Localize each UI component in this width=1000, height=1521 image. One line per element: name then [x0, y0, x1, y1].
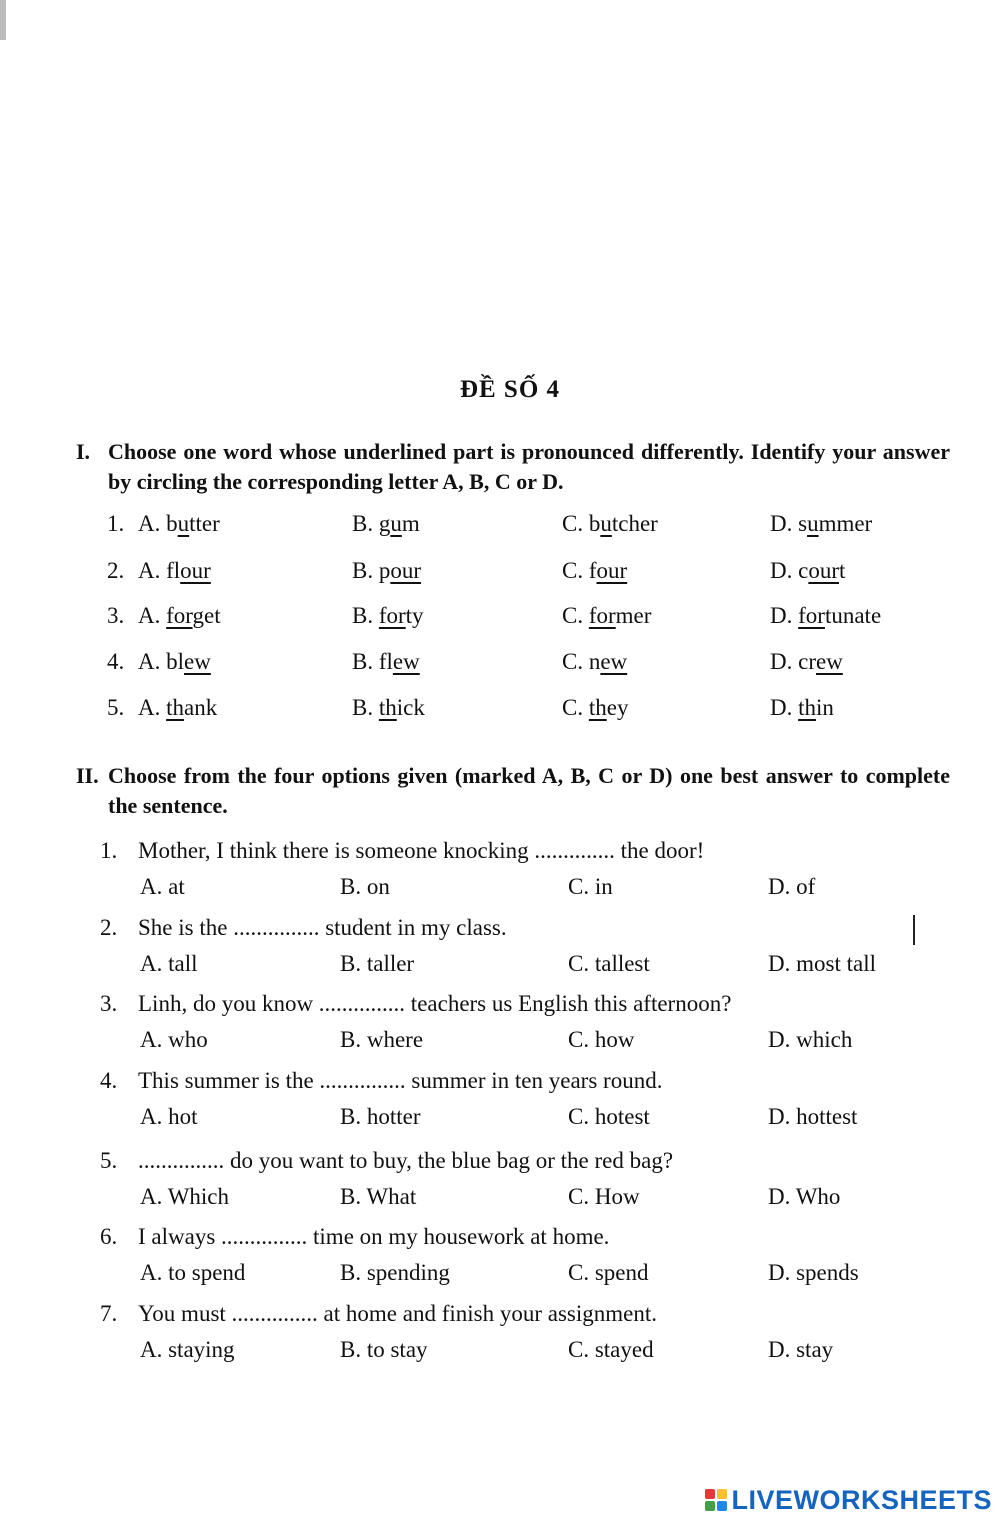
option-a[interactable] — [138, 507, 220, 541]
option-a[interactable] — [138, 599, 221, 633]
option-c[interactable] — [562, 507, 658, 541]
page-title: ĐỀ SỐ 4 — [459, 376, 561, 403]
option-text: ey — [606, 695, 629, 720]
option-c[interactable]: C. spend — [568, 1260, 649, 1285]
underlined-part: our — [808, 558, 839, 583]
option-b[interactable] — [352, 645, 420, 679]
option-b[interactable]: B. taller — [340, 951, 415, 976]
option-b[interactable]: B. spending — [340, 1260, 450, 1285]
section-1-heading — [76, 437, 950, 497]
option-c[interactable]: C. stayed — [568, 1337, 654, 1362]
option-a[interactable] — [138, 691, 217, 725]
option-c[interactable] — [562, 691, 628, 725]
option-a[interactable] — [138, 645, 211, 679]
option-d[interactable] — [770, 507, 872, 541]
option-text: C. f — [562, 558, 597, 583]
option-a[interactable] — [138, 554, 211, 588]
option-a[interactable]: A. who — [140, 1027, 208, 1052]
option-a[interactable]: A. staying — [140, 1337, 235, 1362]
option-text: A. — [138, 695, 167, 720]
option-a[interactable]: A. tall — [140, 951, 198, 976]
underlined-part: our — [390, 558, 422, 583]
option-a[interactable]: A. to spend — [140, 1260, 246, 1285]
option-b[interactable] — [352, 691, 425, 725]
option-text: B. fl — [352, 649, 393, 674]
option-b[interactable]: B. where — [340, 1027, 424, 1052]
underlined-part: for — [588, 603, 616, 628]
pronunciation-item — [0, 599, 1000, 633]
section-1-instruction: Choose one word whose underlined part is pronounced differently. Identify your answer by circling the corresponding letter A, B, C or D. — [108, 439, 950, 494]
option-text: D. c — [770, 558, 809, 583]
option-d[interactable] — [770, 645, 843, 679]
option-text: B. p — [352, 558, 391, 583]
option-c[interactable]: C. tallest — [568, 951, 650, 976]
underlined-part: ew — [815, 649, 843, 674]
question-text — [100, 836, 704, 866]
liveworksheets-logo — [705, 1485, 992, 1515]
underlined-part: ew — [184, 649, 211, 674]
pronunciation-item — [0, 645, 1000, 679]
option-text: tcher — [611, 511, 658, 536]
option-b[interactable]: B. hotter — [340, 1104, 421, 1129]
option-b[interactable]: B. on — [340, 874, 390, 899]
option-d[interactable]: D. which — [768, 1027, 853, 1052]
underlined-part: u — [600, 511, 612, 536]
option-d[interactable]: D. hottest — [768, 1104, 858, 1129]
option-d[interactable] — [770, 554, 845, 588]
question-number: 6. — [100, 1224, 118, 1249]
option-a[interactable]: A. at — [140, 874, 185, 899]
option-c[interactable] — [562, 554, 627, 588]
option-b[interactable] — [352, 554, 421, 588]
question-text — [100, 1066, 662, 1096]
section-2-instruction: Choose from the four options given (marked A, B, C or D) one best answer to complete the sentence. — [108, 763, 950, 818]
item-number: 1. — [107, 511, 125, 536]
underlined-part: u — [177, 511, 190, 536]
item-number: 4. — [107, 649, 125, 674]
option-c[interactable]: C. in — [568, 874, 613, 899]
option-text: t — [839, 558, 846, 583]
question-sentence: I always ............... time on my housework at home. — [138, 1224, 610, 1249]
question-number: 3. — [100, 991, 118, 1016]
option-d[interactable]: D. most tall — [768, 951, 876, 976]
question-number: 1. — [100, 838, 118, 863]
option-text: mmer — [818, 511, 873, 536]
option-text: B. g — [352, 511, 391, 536]
option-text: C. — [562, 695, 589, 720]
question-text — [100, 913, 507, 943]
underlined-part: th — [378, 695, 397, 720]
underlined-part: th — [588, 695, 607, 720]
option-a[interactable]: A. hot — [140, 1104, 198, 1129]
underlined-part: for — [166, 603, 193, 628]
underlined-part: ew — [600, 649, 628, 674]
option-d[interactable] — [770, 691, 834, 725]
item-number: 5. — [107, 695, 125, 720]
question-sentence: Linh, do you know ............... teachers us English this afternoon? — [138, 991, 732, 1016]
option-text: D. cr — [770, 649, 816, 674]
underlined-part: th — [166, 695, 185, 720]
underlined-part: th — [798, 695, 817, 720]
question-number: 4. — [100, 1068, 118, 1093]
item-number: 2. — [107, 558, 125, 583]
underlined-part: for — [378, 603, 406, 628]
option-text: ick — [396, 695, 425, 720]
option-text: D. s — [770, 511, 808, 536]
option-text: in — [816, 695, 834, 720]
option-text: B. — [352, 603, 379, 628]
option-text: A. b — [138, 511, 178, 536]
underlined-part: ew — [392, 649, 420, 674]
option-c[interactable] — [562, 645, 627, 679]
underlined-part: u — [807, 511, 819, 536]
option-b[interactable] — [352, 599, 424, 633]
pronunciation-item — [0, 507, 1000, 541]
option-c[interactable]: C. hotest — [568, 1104, 650, 1129]
question-sentence: ............... do you want to buy, the blue bag or the red bag? — [138, 1148, 674, 1173]
option-b[interactable]: B. What — [340, 1184, 417, 1209]
pronunciation-item — [0, 691, 1000, 725]
option-text: A. — [138, 603, 167, 628]
option-c[interactable]: C. how — [568, 1027, 635, 1052]
margin-mark — [913, 915, 915, 945]
option-text: B. — [352, 695, 379, 720]
option-d[interactable]: D. spends — [768, 1260, 859, 1285]
question-number: 5. — [100, 1148, 118, 1173]
option-text: D. — [770, 695, 799, 720]
option-text: A. bl — [138, 649, 184, 674]
option-text: C. b — [562, 511, 601, 536]
question-text — [100, 1299, 657, 1329]
pronunciation-item — [0, 554, 1000, 588]
option-text: ty — [405, 603, 424, 628]
question-sentence: She is the ............... student in my class. — [138, 915, 507, 940]
option-text: mer — [615, 603, 652, 628]
option-d[interactable] — [770, 599, 881, 633]
question-sentence: This summer is the ............... summer in ten years round. — [138, 1068, 663, 1093]
option-c[interactable]: C. How — [568, 1184, 640, 1209]
underlined-part: our — [596, 558, 628, 583]
scan-artifact — [0, 0, 6, 40]
option-b[interactable]: B. to stay — [340, 1337, 428, 1362]
option-text: get — [192, 603, 221, 628]
logo-icon — [705, 1489, 727, 1511]
option-c[interactable] — [562, 599, 651, 633]
option-text: C. — [562, 603, 589, 628]
option-text: ank — [184, 695, 218, 720]
question-text — [100, 1222, 609, 1252]
question-number: 2. — [100, 915, 118, 940]
option-text: D. — [770, 603, 799, 628]
option-b[interactable] — [352, 507, 420, 541]
underlined-part: our — [180, 558, 211, 583]
question-text — [100, 1146, 673, 1176]
question-sentence: Mother, I think there is someone knocking .............. the door! — [138, 838, 705, 863]
option-text: m — [401, 511, 420, 536]
option-d[interactable]: D. stay — [768, 1337, 834, 1362]
logo-text: LIVEWORKSHEETS — [731, 1484, 992, 1515]
item-number: 3. — [107, 603, 125, 628]
section-2-heading — [76, 761, 950, 821]
option-a[interactable]: A. Which — [140, 1184, 230, 1209]
underlined-part: for — [798, 603, 825, 628]
question-sentence: You must ............... at home and finish your assignment. — [138, 1301, 657, 1326]
question-number: 7. — [100, 1301, 118, 1326]
option-text: A. fl — [138, 558, 181, 583]
option-d[interactable]: D. of — [768, 874, 816, 899]
section-2-number: II. — [76, 763, 99, 788]
section-1-number: I. — [76, 439, 91, 464]
option-text: tunate — [824, 603, 882, 628]
option-text: C. n — [562, 649, 601, 674]
option-text: tter — [189, 511, 220, 536]
option-d[interactable]: D. Who — [768, 1184, 841, 1209]
question-text — [100, 989, 731, 1019]
underlined-part: u — [390, 511, 402, 536]
